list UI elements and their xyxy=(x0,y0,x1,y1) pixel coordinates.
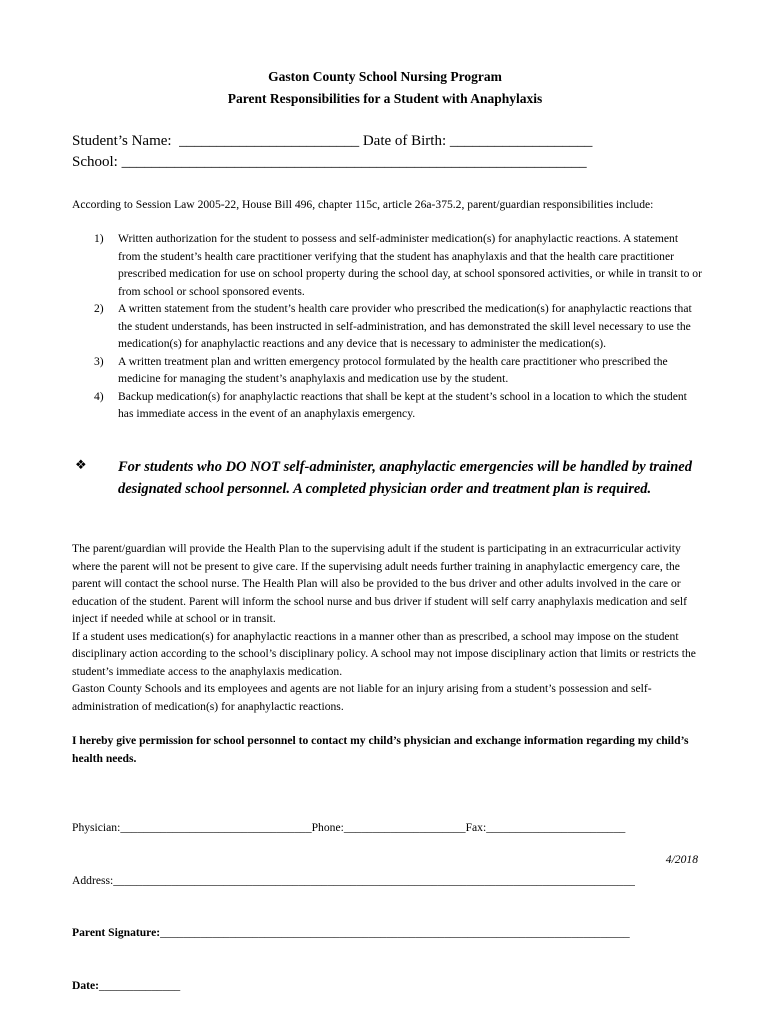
student-info-line xyxy=(72,133,592,150)
address-label: Address: xyxy=(72,873,114,887)
list-item-number: 1) xyxy=(94,232,104,245)
document-title: Gaston County School Nursing Program xyxy=(268,69,502,84)
diamond-bullet-icon: ❖ xyxy=(75,458,87,473)
intro-paragraph: According to Session Law 2005-22, House Bill 496, chapter 115c, article 26a-375.2, parent/guardian responsibilities include: xyxy=(72,198,654,211)
list-item xyxy=(72,230,702,300)
school-info-line xyxy=(72,154,587,171)
date-label: Date: xyxy=(72,978,100,992)
school-label: School: xyxy=(72,154,118,170)
list-item xyxy=(72,300,702,353)
signature-block xyxy=(72,784,702,1029)
physician-label: Physician: xyxy=(72,821,121,834)
responsibilities-list xyxy=(72,230,702,423)
address-field[interactable]: __________________________________________________________________________________________ xyxy=(113,873,635,887)
body-text xyxy=(72,540,702,715)
list-item-text: Written authorization for the student to possess and self-administer medication(s) for anaphylactic reactions. A statement from the student’s health care practitioner verifying that the student has anaphylaxis and that the health care practitioner prescribed medication for use on school property during the school day, at school sponsored activities, or while in transit to or from school or school sponsored events. xyxy=(118,232,702,298)
parent-signature-line xyxy=(72,924,702,942)
parent-signature-label: Parent Signature: xyxy=(72,926,161,939)
physician-field[interactable]: _________________________________ xyxy=(120,821,312,834)
callout-text: For students who DO NOT self-administer, anaphylactic emergencies will be handled by trained designated school personnel. A completed physician order and treatment plan is required. xyxy=(118,459,692,497)
fax-field[interactable]: ________________________ xyxy=(486,821,626,834)
list-item-number: 4) xyxy=(94,389,104,403)
fax-label: Fax: xyxy=(465,821,487,834)
dob-field[interactable]: ___________________ xyxy=(449,133,593,149)
parent-signature-field[interactable]: _________________________________________________________________________________ xyxy=(160,926,630,939)
revision-date: 4/2018 xyxy=(665,853,698,866)
health-plan-paragraph: The parent/guardian will provide the Health Plan to the supervising adult if the student is participating in an extracurricular activity where the parent will not be present to give care. If the supervising adult needs further training in anaphylactic emergency care, the parent will contact the school nurse. The Health Plan will also be provided to the bus driver and other adults involved in the care or education of the student. Parent will inform the school nurse and bus driver if student will self carry anaphylaxis medication and self inject if needed while at school or in transit. xyxy=(72,542,687,625)
list-item-number: 2) xyxy=(94,302,104,315)
phone-label: Phone: xyxy=(311,821,344,834)
physician-line xyxy=(72,819,702,837)
callout-notice xyxy=(72,457,712,500)
liability-paragraph: Gaston County Schools and its employees and agents are not liable for an injury arising from a student’s possession and self-administration of medication(s) for anaphylactic reactions. xyxy=(72,682,652,713)
date-field[interactable]: ______________ xyxy=(99,978,181,992)
disciplinary-paragraph: If a student uses medication(s) for anaphylactic reactions in a manner other than as prescribed, a school may impose on the student disciplinary action according to the school’s disciplinary policy. A school may not impose disciplinary action that limits or restricts the student’s immediate access to the anaphylaxis medication. xyxy=(72,629,696,678)
school-field[interactable]: ______________________________________________________________ xyxy=(121,154,587,170)
date-line xyxy=(72,977,702,995)
document-subtitle: Parent Responsibilities for a Student with Anaphylaxis xyxy=(227,91,543,106)
list-item-number: 3) xyxy=(94,354,104,368)
address-line xyxy=(72,872,702,890)
phone-field[interactable]: _____________________ xyxy=(343,821,466,834)
list-item-text: A written treatment plan and written emergency protocol formulated by the health care practitioner who prescribed the medicine for managing the student’s anaphylaxis and medication use by the student. xyxy=(118,354,668,385)
permission-statement: I hereby give permission for school personnel to contact my child’s physician and exchange information regarding my child’s health needs. xyxy=(72,734,689,765)
student-name-field[interactable]: ________________________ xyxy=(179,133,360,149)
list-item-text: A written statement from the student’s health care provider who prescribed the medication(s) for anaphylactic reactions that the student understands, has been instructed in self-administration, and has demonstrated the skill level necessary to use the medication(s) for anaphylactic reactions and any device that is necessary to administer the medication(s). xyxy=(118,302,692,350)
student-name-label: Student’s Name: xyxy=(72,133,172,149)
list-item-text: Backup medication(s) for anaphylactic reactions that shall be kept at the student’s school in a location to which the student has immediate access in the event of an anaphylaxis emergency. xyxy=(118,389,687,420)
list-item xyxy=(72,353,702,388)
dob-label: Date of Birth: xyxy=(362,133,447,149)
list-item xyxy=(72,388,702,423)
